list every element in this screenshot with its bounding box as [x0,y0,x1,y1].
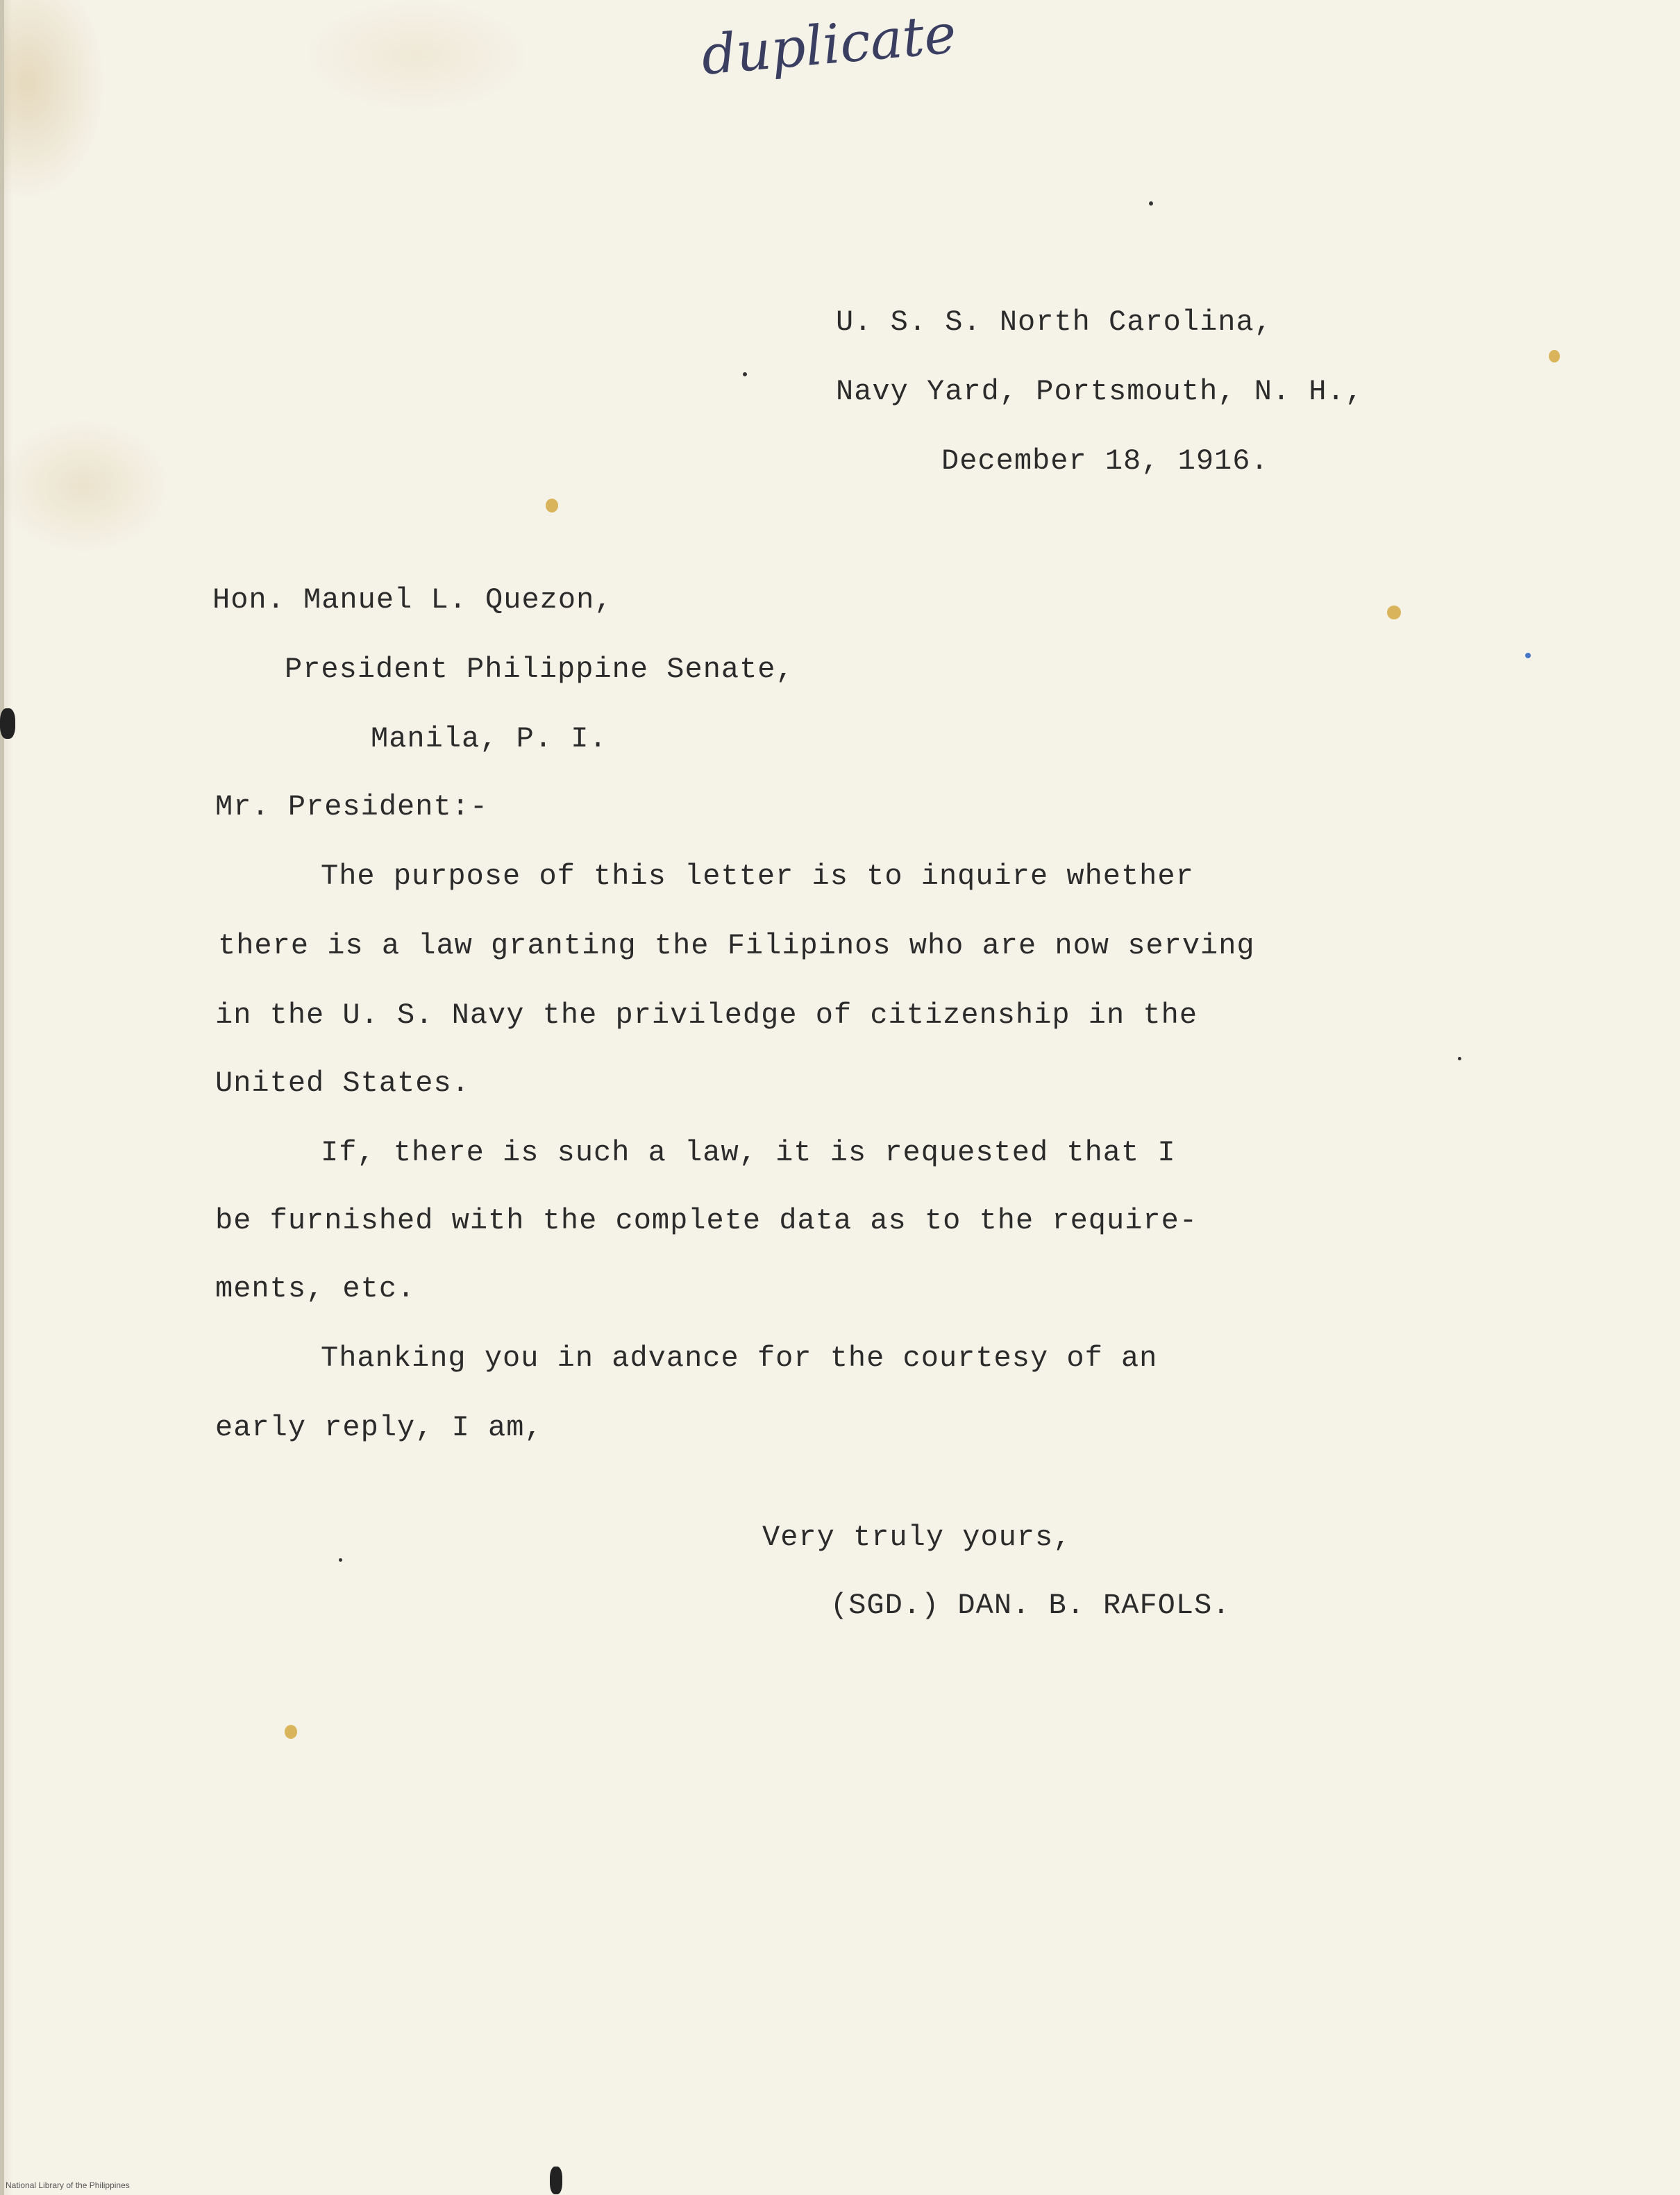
stain-spot [1525,653,1531,658]
ink-speck [1149,201,1153,206]
addressee-title: President Philippine Senate, [285,653,794,686]
body-paragraph-1-line-2: there is a law granting the Filipinos who are now serving [218,929,1255,962]
valediction: Very truly yours, [762,1521,1072,1554]
binding-mark [0,708,15,739]
ink-speck [339,1558,342,1562]
stain-spot [1387,606,1401,619]
addressee-place: Manila, P. I. [371,722,607,756]
ink-speck [743,372,747,376]
page-edge [0,0,4,2195]
return-address-line-1: U. S. S. North Carolina, [836,306,1272,339]
body-paragraph-2-line-1: If, there is such a law, it is requested that I [321,1136,1176,1169]
stain-spot [285,1725,297,1739]
body-paragraph-2-line-2: be furnished with the complete data as to the require- [215,1204,1198,1237]
return-address-line-2: Navy Yard, Portsmouth, N. H., [836,375,1363,408]
body-paragraph-3-line-2: early reply, I am, [215,1411,543,1444]
ink-speck [1458,1057,1461,1060]
body-paragraph-1-line-1: The purpose of this letter is to inquire whether [321,860,1194,893]
handwritten-annotation: duplicate [698,3,959,87]
body-paragraph-3-line-1: Thanking you in advance for the courtesy of an [321,1342,1158,1375]
stain-spot [546,499,558,512]
body-paragraph-1-line-3: in the U. S. Navy the priviledge of citizenship in the [215,999,1198,1032]
letter-date: December 18, 1916. [941,444,1269,478]
salutation: Mr. President:- [215,790,489,824]
archive-caption: National Library of the Philippines [6,2180,130,2190]
signature-line: (SGD.) DAN. B. RAFOLS. [830,1589,1231,1622]
binding-mark [550,2167,562,2194]
addressee-name: Hon. Manuel L. Quezon, [212,583,613,617]
body-paragraph-2-line-3: ments, etc. [215,1272,416,1305]
stain-spot [1549,350,1560,362]
body-paragraph-1-line-4: United States. [215,1067,470,1100]
